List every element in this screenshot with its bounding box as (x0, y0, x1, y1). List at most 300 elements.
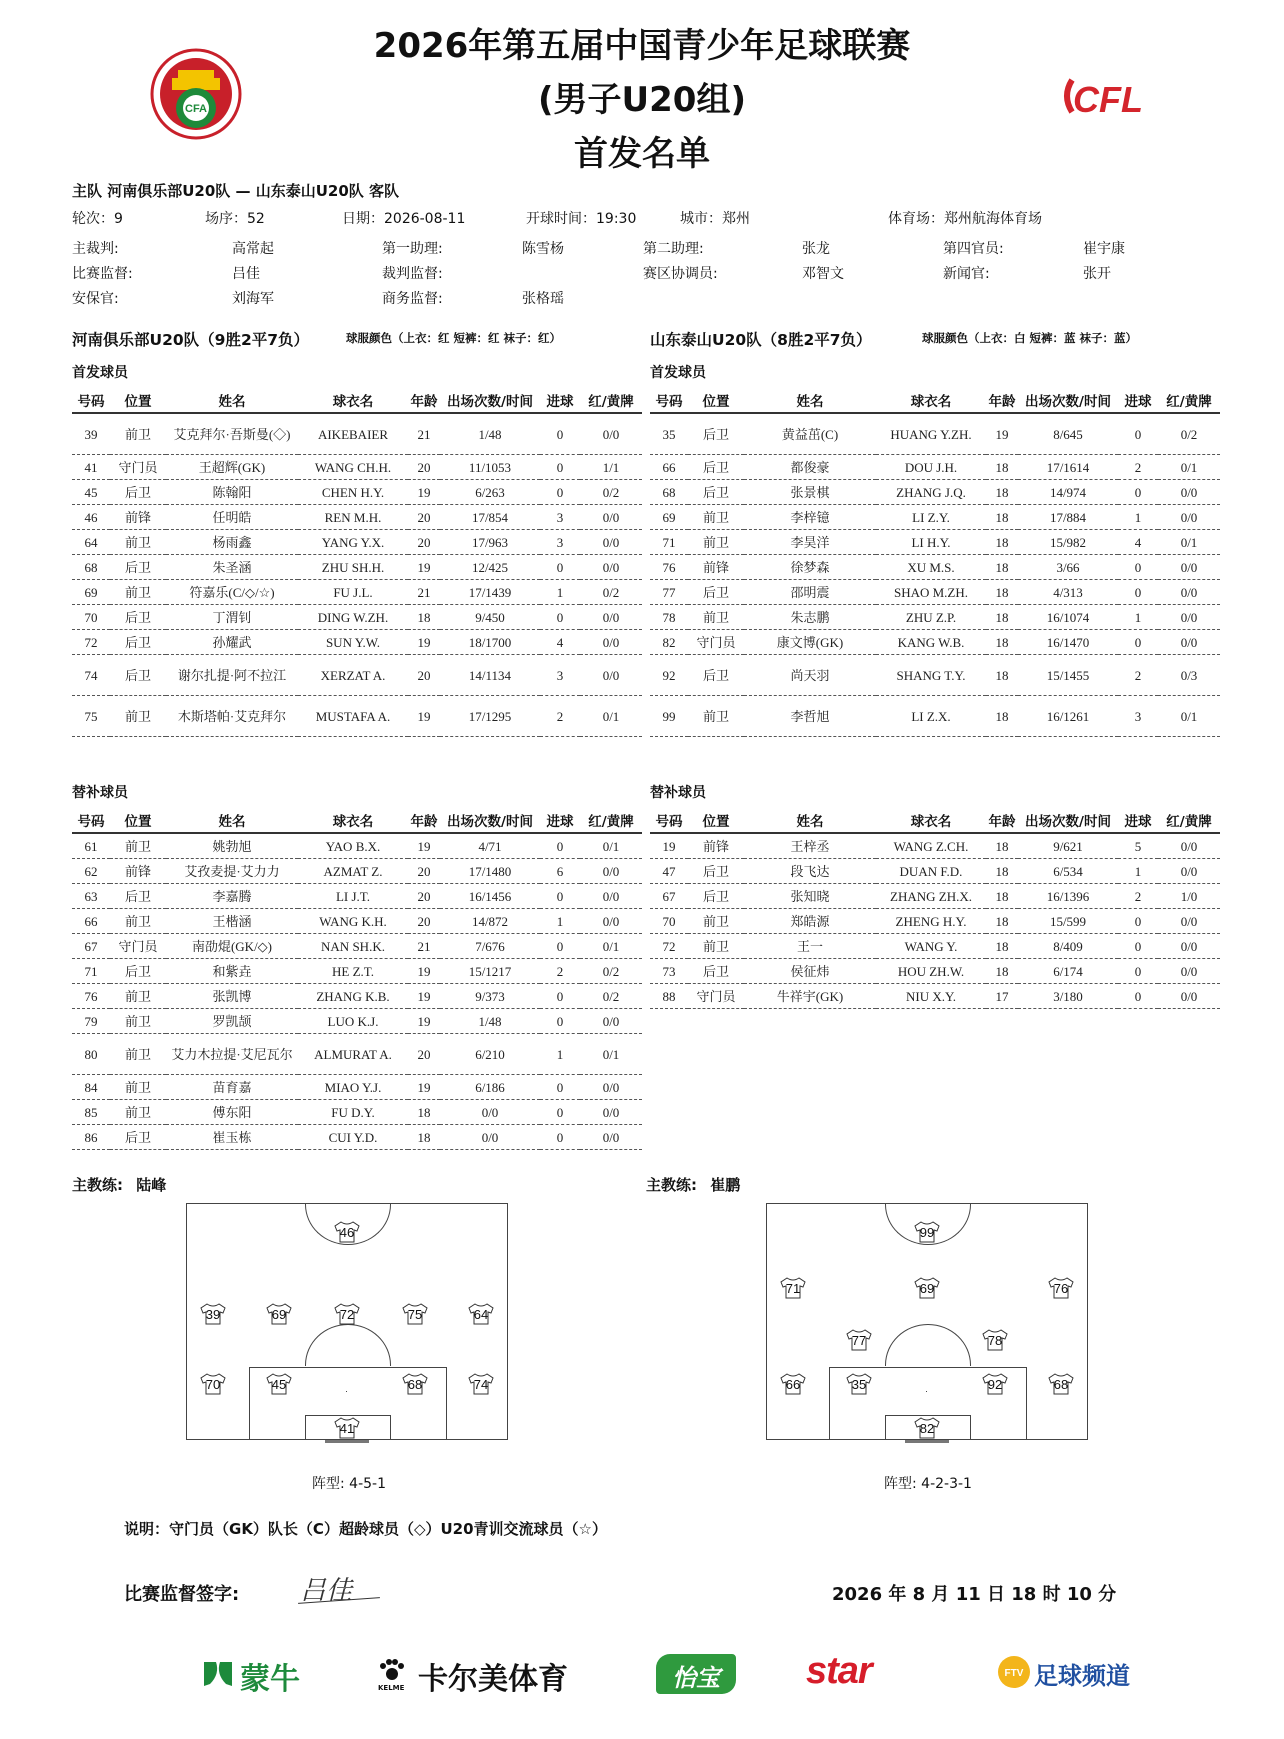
table-row (650, 884, 1220, 909)
cell-number: 84 (72, 1075, 110, 1100)
cell-number: 72 (72, 630, 110, 655)
table-row (650, 530, 1220, 555)
referee-name: 高常起 (232, 241, 274, 257)
cell-cards: 0/1 (580, 934, 642, 959)
ftv-text: FTV (1004, 1668, 1024, 1679)
table-row (72, 580, 642, 605)
cell-age: 18 (986, 555, 1018, 580)
cell-position: 后卫 (688, 455, 744, 480)
cell-age: 20 (408, 1034, 440, 1075)
cell-cards: 0/0 (580, 1075, 642, 1100)
cell-number: 70 (72, 605, 110, 630)
cell-cards: 0/0 (580, 655, 642, 696)
cell-cards: 1/0 (1158, 884, 1220, 909)
table-row (650, 505, 1220, 530)
football-channel-text: 足球频道 (1034, 1662, 1130, 1690)
cell-goals: 0 (1118, 480, 1158, 505)
player-shirt-number: 71 (785, 1281, 801, 1296)
cell-number: 78 (650, 605, 688, 630)
cell-name: 段飞达 (744, 859, 876, 884)
cell-shirt-name: KANG W.B. (876, 630, 986, 655)
cell-name: 郑皓源 (744, 909, 876, 934)
cell-age: 20 (408, 655, 440, 696)
home-starters-table (72, 388, 642, 737)
cell-position: 前卫 (110, 530, 166, 555)
table-row (72, 605, 642, 630)
player-shirt-icon (779, 1373, 807, 1395)
cell-appearances: 3/66 (1018, 555, 1118, 580)
player-shirt-number: 76 (1053, 1281, 1069, 1296)
cell-number: 67 (72, 934, 110, 959)
page-subtitle: (男子U20组) (537, 80, 746, 120)
cell-appearances: 18/1700 (440, 630, 540, 655)
cell-appearances: 0/0 (440, 1125, 540, 1150)
cell-appearances: 4/313 (1018, 580, 1118, 605)
player-shirt-number: 45 (271, 1377, 287, 1392)
cell-shirt-name: CHEN H.Y. (298, 480, 408, 505)
column-header-goals: 进球 (540, 388, 580, 413)
cell-number: 74 (72, 655, 110, 696)
cell-appearances: 4/71 (440, 833, 540, 859)
cell-number: 75 (72, 696, 110, 737)
cell-appearances: 8/645 (1018, 413, 1118, 455)
cell-number: 69 (72, 580, 110, 605)
ar2-name: 张龙 (802, 241, 830, 257)
player-shirt-number: 64 (473, 1307, 489, 1322)
cell-name: 姚勃旭 (166, 833, 298, 859)
cell-age: 19 (408, 555, 440, 580)
cell-goals: 0 (1118, 984, 1158, 1009)
home-formation: 阵型: 4-5-1 (312, 1476, 386, 1492)
cell-number: 88 (650, 984, 688, 1009)
column-header-shirt-name: 球衣名 (876, 388, 986, 413)
cell-age: 20 (408, 884, 440, 909)
cell-shirt-name: WANG CH.H. (298, 455, 408, 480)
table-row (72, 655, 642, 696)
cell-position: 前卫 (688, 605, 744, 630)
away-coach-name: 崔鹏 (710, 1176, 741, 1194)
table-row (650, 859, 1220, 884)
cell-appearances: 17/1295 (440, 696, 540, 737)
cell-cards: 0/0 (580, 505, 642, 530)
cell-cards: 0/0 (580, 630, 642, 655)
table-row (72, 455, 642, 480)
cell-position: 后卫 (688, 480, 744, 505)
cell-goals: 0 (1118, 413, 1158, 455)
cell-number: 62 (72, 859, 110, 884)
cell-number: 85 (72, 1100, 110, 1125)
pitch-line (325, 1440, 369, 1443)
cell-number: 19 (650, 833, 688, 859)
home-formation-pitch (186, 1203, 508, 1440)
cell-goals: 0 (1118, 909, 1158, 934)
column-header-age: 年龄 (408, 808, 440, 833)
cell-age: 20 (408, 530, 440, 555)
table-row (72, 1125, 642, 1150)
column-header-position: 位置 (110, 808, 166, 833)
cell-goals: 2 (540, 959, 580, 984)
cell-shirt-name: ZHENG H.Y. (876, 909, 986, 934)
cell-appearances: 14/1134 (440, 655, 540, 696)
press-officer-label: 新闻官: (943, 266, 990, 282)
press-officer-name: 张开 (1083, 266, 1111, 282)
cell-shirt-name: FU D.Y. (298, 1100, 408, 1125)
player-shirt-icon (199, 1373, 227, 1395)
home-starters-title: 首发球员 (72, 365, 128, 381)
away-starters-title: 首发球员 (650, 365, 706, 381)
cell-age: 18 (986, 455, 1018, 480)
mengniu-text: 蒙牛 (240, 1662, 300, 1697)
cell-shirt-name: DUAN F.D. (876, 859, 986, 884)
pitch-line (905, 1440, 949, 1443)
table-row (650, 934, 1220, 959)
cell-age: 20 (408, 859, 440, 884)
cell-name: 黄益茁(C) (744, 413, 876, 455)
table-row (650, 555, 1220, 580)
table-row (72, 413, 642, 455)
cell-appearances: 17/1614 (1018, 455, 1118, 480)
cell-shirt-name: AIKEBAIER (298, 413, 408, 455)
cell-cards: 0/0 (580, 555, 642, 580)
cell-number: 71 (72, 959, 110, 984)
cell-goals: 2 (1118, 884, 1158, 909)
player-shirt-icon (467, 1373, 495, 1395)
cell-shirt-name: MIAO Y.J. (298, 1075, 408, 1100)
cell-appearances: 16/1456 (440, 884, 540, 909)
column-header-appearances: 出场次数/时间 (440, 388, 540, 413)
cell-cards: 0/0 (580, 1125, 642, 1150)
cell-shirt-name: YANG Y.X. (298, 530, 408, 555)
sponsor-mengniu (200, 1654, 318, 1697)
player-shirt-icon (981, 1329, 1009, 1351)
cell-goals: 0 (540, 1075, 580, 1100)
cell-age: 19 (408, 959, 440, 984)
cell-age: 19 (408, 833, 440, 859)
player-shirt-number: 92 (987, 1377, 1003, 1392)
cell-cards: 0/0 (580, 1009, 642, 1034)
cell-position: 前卫 (688, 530, 744, 555)
home-kit-colors: 球服颜色（上衣：红 短裤：红 袜子：红） (346, 331, 562, 345)
cell-shirt-name: XU M.S. (876, 555, 986, 580)
cell-name: 符嘉乐(C/◇/☆) (166, 580, 298, 605)
player-shirt-icon (845, 1373, 873, 1395)
cell-goals: 2 (1118, 455, 1158, 480)
cell-shirt-name: XERZAT A. (298, 655, 408, 696)
away-subs-table (650, 808, 1220, 1009)
table-row (650, 413, 1220, 455)
security-officer-name: 刘海军 (232, 291, 274, 307)
cell-shirt-name: ZHANG J.Q. (876, 480, 986, 505)
cell-name: 牛祥宇(GK) (744, 984, 876, 1009)
cell-goals: 0 (1118, 934, 1158, 959)
cell-goals: 5 (1118, 833, 1158, 859)
cell-name: 谢尔扎提·阿不拉江 (166, 655, 298, 696)
cell-shirt-name: LI Z.Y. (876, 505, 986, 530)
player-shirt-icon (333, 1303, 361, 1325)
cell-appearances: 17/884 (1018, 505, 1118, 530)
column-header-appearances: 出场次数/时间 (1018, 808, 1118, 833)
cell-cards: 0/0 (1158, 833, 1220, 859)
column-header-cards: 红/黄牌 (1158, 388, 1220, 413)
ar1-name: 陈雪杨 (522, 241, 564, 257)
cell-goals: 0 (540, 1125, 580, 1150)
city: 城市：郑州 (680, 211, 750, 227)
cell-appearances: 6/534 (1018, 859, 1118, 884)
cell-name: 侯征炜 (744, 959, 876, 984)
table-row (650, 580, 1220, 605)
player-shirt-icon (401, 1373, 429, 1395)
player-shirt-number: 78 (987, 1333, 1003, 1348)
cell-cards: 0/0 (1158, 580, 1220, 605)
mengniu-icon (200, 1656, 236, 1692)
column-header-goals: 进球 (540, 808, 580, 833)
table-row (72, 1100, 642, 1125)
cell-name: 孙耀武 (166, 630, 298, 655)
table-row (72, 859, 642, 884)
cell-position: 前锋 (688, 555, 744, 580)
cell-cards: 0/0 (1158, 959, 1220, 984)
cell-shirt-name: ZHANG ZH.X. (876, 884, 986, 909)
cell-age: 20 (408, 455, 440, 480)
cell-position: 前卫 (110, 1075, 166, 1100)
cell-cards: 0/0 (580, 1100, 642, 1125)
cell-shirt-name: ZHANG K.B. (298, 984, 408, 1009)
referee-assessor-label: 裁判监督: (382, 266, 443, 282)
cell-goals: 3 (540, 505, 580, 530)
cell-shirt-name: NIU X.Y. (876, 984, 986, 1009)
cell-appearances: 6/210 (440, 1034, 540, 1075)
cell-position: 守门员 (688, 630, 744, 655)
cell-cards: 0/0 (580, 909, 642, 934)
cell-age: 19 (408, 480, 440, 505)
cestbon-text: 怡宝 (672, 1664, 720, 1692)
cell-appearances: 16/1261 (1018, 696, 1118, 737)
cell-name: 木斯塔帕·艾克拜尔 (166, 696, 298, 737)
cell-number: 68 (72, 555, 110, 580)
cell-shirt-name: FU J.L. (298, 580, 408, 605)
cell-goals: 1 (540, 1034, 580, 1075)
cell-age: 18 (986, 655, 1018, 696)
cell-cards: 0/0 (580, 530, 642, 555)
cell-position: 后卫 (110, 605, 166, 630)
player-shirt-icon (333, 1221, 361, 1243)
column-header-goals: 进球 (1118, 808, 1158, 833)
star-text: star (806, 1650, 872, 1692)
cell-position: 前锋 (110, 505, 166, 530)
cell-age: 18 (986, 530, 1018, 555)
cell-shirt-name: SUN Y.W. (298, 630, 408, 655)
player-shirt-number: 69 (271, 1307, 287, 1322)
kelme-text: 卡尔美体育 (418, 1662, 568, 1697)
away-formation-pitch (766, 1203, 1088, 1440)
cell-goals: 4 (1118, 530, 1158, 555)
cell-position: 后卫 (688, 884, 744, 909)
cell-position: 前卫 (110, 909, 166, 934)
cell-position: 前卫 (110, 1009, 166, 1034)
cell-appearances: 15/599 (1018, 909, 1118, 934)
cell-name: 康文博(GK) (744, 630, 876, 655)
cell-cards: 0/0 (580, 605, 642, 630)
player-shirt-icon (265, 1303, 293, 1325)
column-header-name: 姓名 (744, 808, 876, 833)
cell-shirt-name: YAO B.X. (298, 833, 408, 859)
cell-goals: 6 (540, 859, 580, 884)
cell-position: 后卫 (110, 884, 166, 909)
match-commissioner-name: 吕佳 (232, 266, 260, 282)
home-subs-title: 替补球员 (72, 785, 128, 801)
cell-goals: 0 (540, 605, 580, 630)
legend-note: 说明：守门员（GK）队长（C）超龄球员（◇）U20青训交流球员（☆） (124, 1520, 607, 1538)
home-subs-table (72, 808, 642, 1150)
cell-goals: 2 (540, 696, 580, 737)
cell-appearances: 16/1074 (1018, 605, 1118, 630)
cell-goals: 1 (540, 580, 580, 605)
cell-cards: 1/1 (580, 455, 642, 480)
column-header-goals: 进球 (1118, 388, 1158, 413)
player-shirt-icon (467, 1303, 495, 1325)
player-shirt-icon (333, 1417, 361, 1439)
column-header-position: 位置 (110, 388, 166, 413)
table-row (72, 909, 642, 934)
home-coach-label: 主教练: (72, 1176, 123, 1194)
cell-name: 李嘉腾 (166, 884, 298, 909)
cell-goals: 1 (1118, 605, 1158, 630)
cell-age: 18 (986, 630, 1018, 655)
cell-age: 18 (986, 505, 1018, 530)
cell-number: 79 (72, 1009, 110, 1034)
cell-number: 70 (650, 909, 688, 934)
cell-shirt-name: LI H.Y. (876, 530, 986, 555)
cell-shirt-name: ZHU SH.H. (298, 555, 408, 580)
cell-name: 和紫垚 (166, 959, 298, 984)
cell-name: 傅东阳 (166, 1100, 298, 1125)
cell-shirt-name: WANG Y. (876, 934, 986, 959)
cell-number: 66 (72, 909, 110, 934)
cell-position: 后卫 (110, 630, 166, 655)
away-team-name: 山东泰山U20队（8胜2平7负） (650, 331, 872, 349)
cell-position: 前卫 (110, 696, 166, 737)
cell-number: 66 (650, 455, 688, 480)
player-shirt-icon (913, 1277, 941, 1299)
cell-appearances: 1/48 (440, 413, 540, 455)
column-header-cards: 红/黄牌 (580, 388, 642, 413)
player-shirt-number: 75 (407, 1307, 423, 1322)
away-formation: 阵型: 4-2-3-1 (884, 1476, 972, 1492)
player-shirt-number: 46 (339, 1225, 355, 1240)
column-header-number: 号码 (72, 388, 110, 413)
away-coach-label: 主教练: (646, 1176, 697, 1194)
cell-number: 64 (72, 530, 110, 555)
cell-appearances: 15/982 (1018, 530, 1118, 555)
cell-goals: 1 (1118, 859, 1158, 884)
cell-appearances: 6/186 (440, 1075, 540, 1100)
cell-number: 41 (72, 455, 110, 480)
column-header-age: 年龄 (408, 388, 440, 413)
cell-position: 前卫 (110, 833, 166, 859)
cell-name: 艾克拜尔·吾斯曼(◇) (166, 413, 298, 455)
cell-goals: 0 (1118, 555, 1158, 580)
cell-cards: 0/1 (580, 696, 642, 737)
cell-position: 后卫 (688, 859, 744, 884)
player-shirt-number: 68 (1053, 1377, 1069, 1392)
cell-cards: 0/2 (580, 580, 642, 605)
player-shirt-icon (845, 1329, 873, 1351)
signature-label: 比赛监督签字: (124, 1584, 240, 1605)
cell-appearances: 3/180 (1018, 984, 1118, 1009)
table-row (72, 505, 642, 530)
cell-position: 后卫 (110, 959, 166, 984)
cell-goals: 0 (540, 455, 580, 480)
column-header-appearances: 出场次数/时间 (440, 808, 540, 833)
cell-number: 46 (72, 505, 110, 530)
cell-name: 南劭焜(GK/◇) (166, 934, 298, 959)
cell-age: 21 (408, 934, 440, 959)
cell-position: 前卫 (110, 1100, 166, 1125)
cell-name: 都俊豪 (744, 455, 876, 480)
cell-number: 82 (650, 630, 688, 655)
fourth-official-label: 第四官员: (943, 241, 1004, 257)
cell-goals: 0 (540, 413, 580, 455)
cell-position: 前卫 (110, 413, 166, 455)
cell-cards: 0/2 (580, 959, 642, 984)
table-row (650, 984, 1220, 1009)
player-shirt-number: 70 (205, 1377, 221, 1392)
table-row (650, 605, 1220, 630)
player-shirt-icon (913, 1221, 941, 1243)
player-shirt-number: 35 (851, 1377, 867, 1392)
sponsor-football-channel (996, 1650, 1130, 1694)
cell-name: 朱圣涵 (166, 555, 298, 580)
commercial-supervisor-name: 张格瑶 (522, 291, 564, 307)
column-header-name: 姓名 (166, 388, 298, 413)
cell-number: 73 (650, 959, 688, 984)
cell-age: 18 (408, 1100, 440, 1125)
player-shirt-icon (401, 1303, 429, 1325)
cell-name: 徐梦森 (744, 555, 876, 580)
match-commissioner-label: 比赛监督: (72, 266, 133, 282)
column-header-name: 姓名 (744, 388, 876, 413)
column-header-age: 年龄 (986, 388, 1018, 413)
cell-age: 18 (986, 580, 1018, 605)
cell-number: 92 (650, 655, 688, 696)
table-row (650, 655, 1220, 696)
cell-shirt-name: ALMURAT A. (298, 1034, 408, 1075)
table-row (72, 1009, 642, 1034)
table-row (72, 1075, 642, 1100)
player-shirt-number: 74 (473, 1377, 489, 1392)
table-row (72, 696, 642, 737)
cell-cards: 0/2 (580, 984, 642, 1009)
away-coach (646, 1174, 740, 1195)
cell-goals: 0 (540, 480, 580, 505)
cell-goals: 3 (540, 530, 580, 555)
cell-goals: 0 (540, 984, 580, 1009)
cell-cards: 0/0 (580, 413, 642, 455)
cell-age: 18 (408, 605, 440, 630)
cell-name: 王梓丞 (744, 833, 876, 859)
cell-name: 艾孜麦提·艾力力 (166, 859, 298, 884)
cell-number: 77 (650, 580, 688, 605)
cell-position: 后卫 (110, 480, 166, 505)
table-row (72, 630, 642, 655)
cell-position: 前卫 (688, 505, 744, 530)
column-header-name: 姓名 (166, 808, 298, 833)
match-seq: 场序：52 (205, 211, 265, 227)
cell-appearances: 7/676 (440, 934, 540, 959)
cell-appearances: 14/974 (1018, 480, 1118, 505)
column-header-number: 号码 (650, 808, 688, 833)
cell-goals: 0 (540, 833, 580, 859)
